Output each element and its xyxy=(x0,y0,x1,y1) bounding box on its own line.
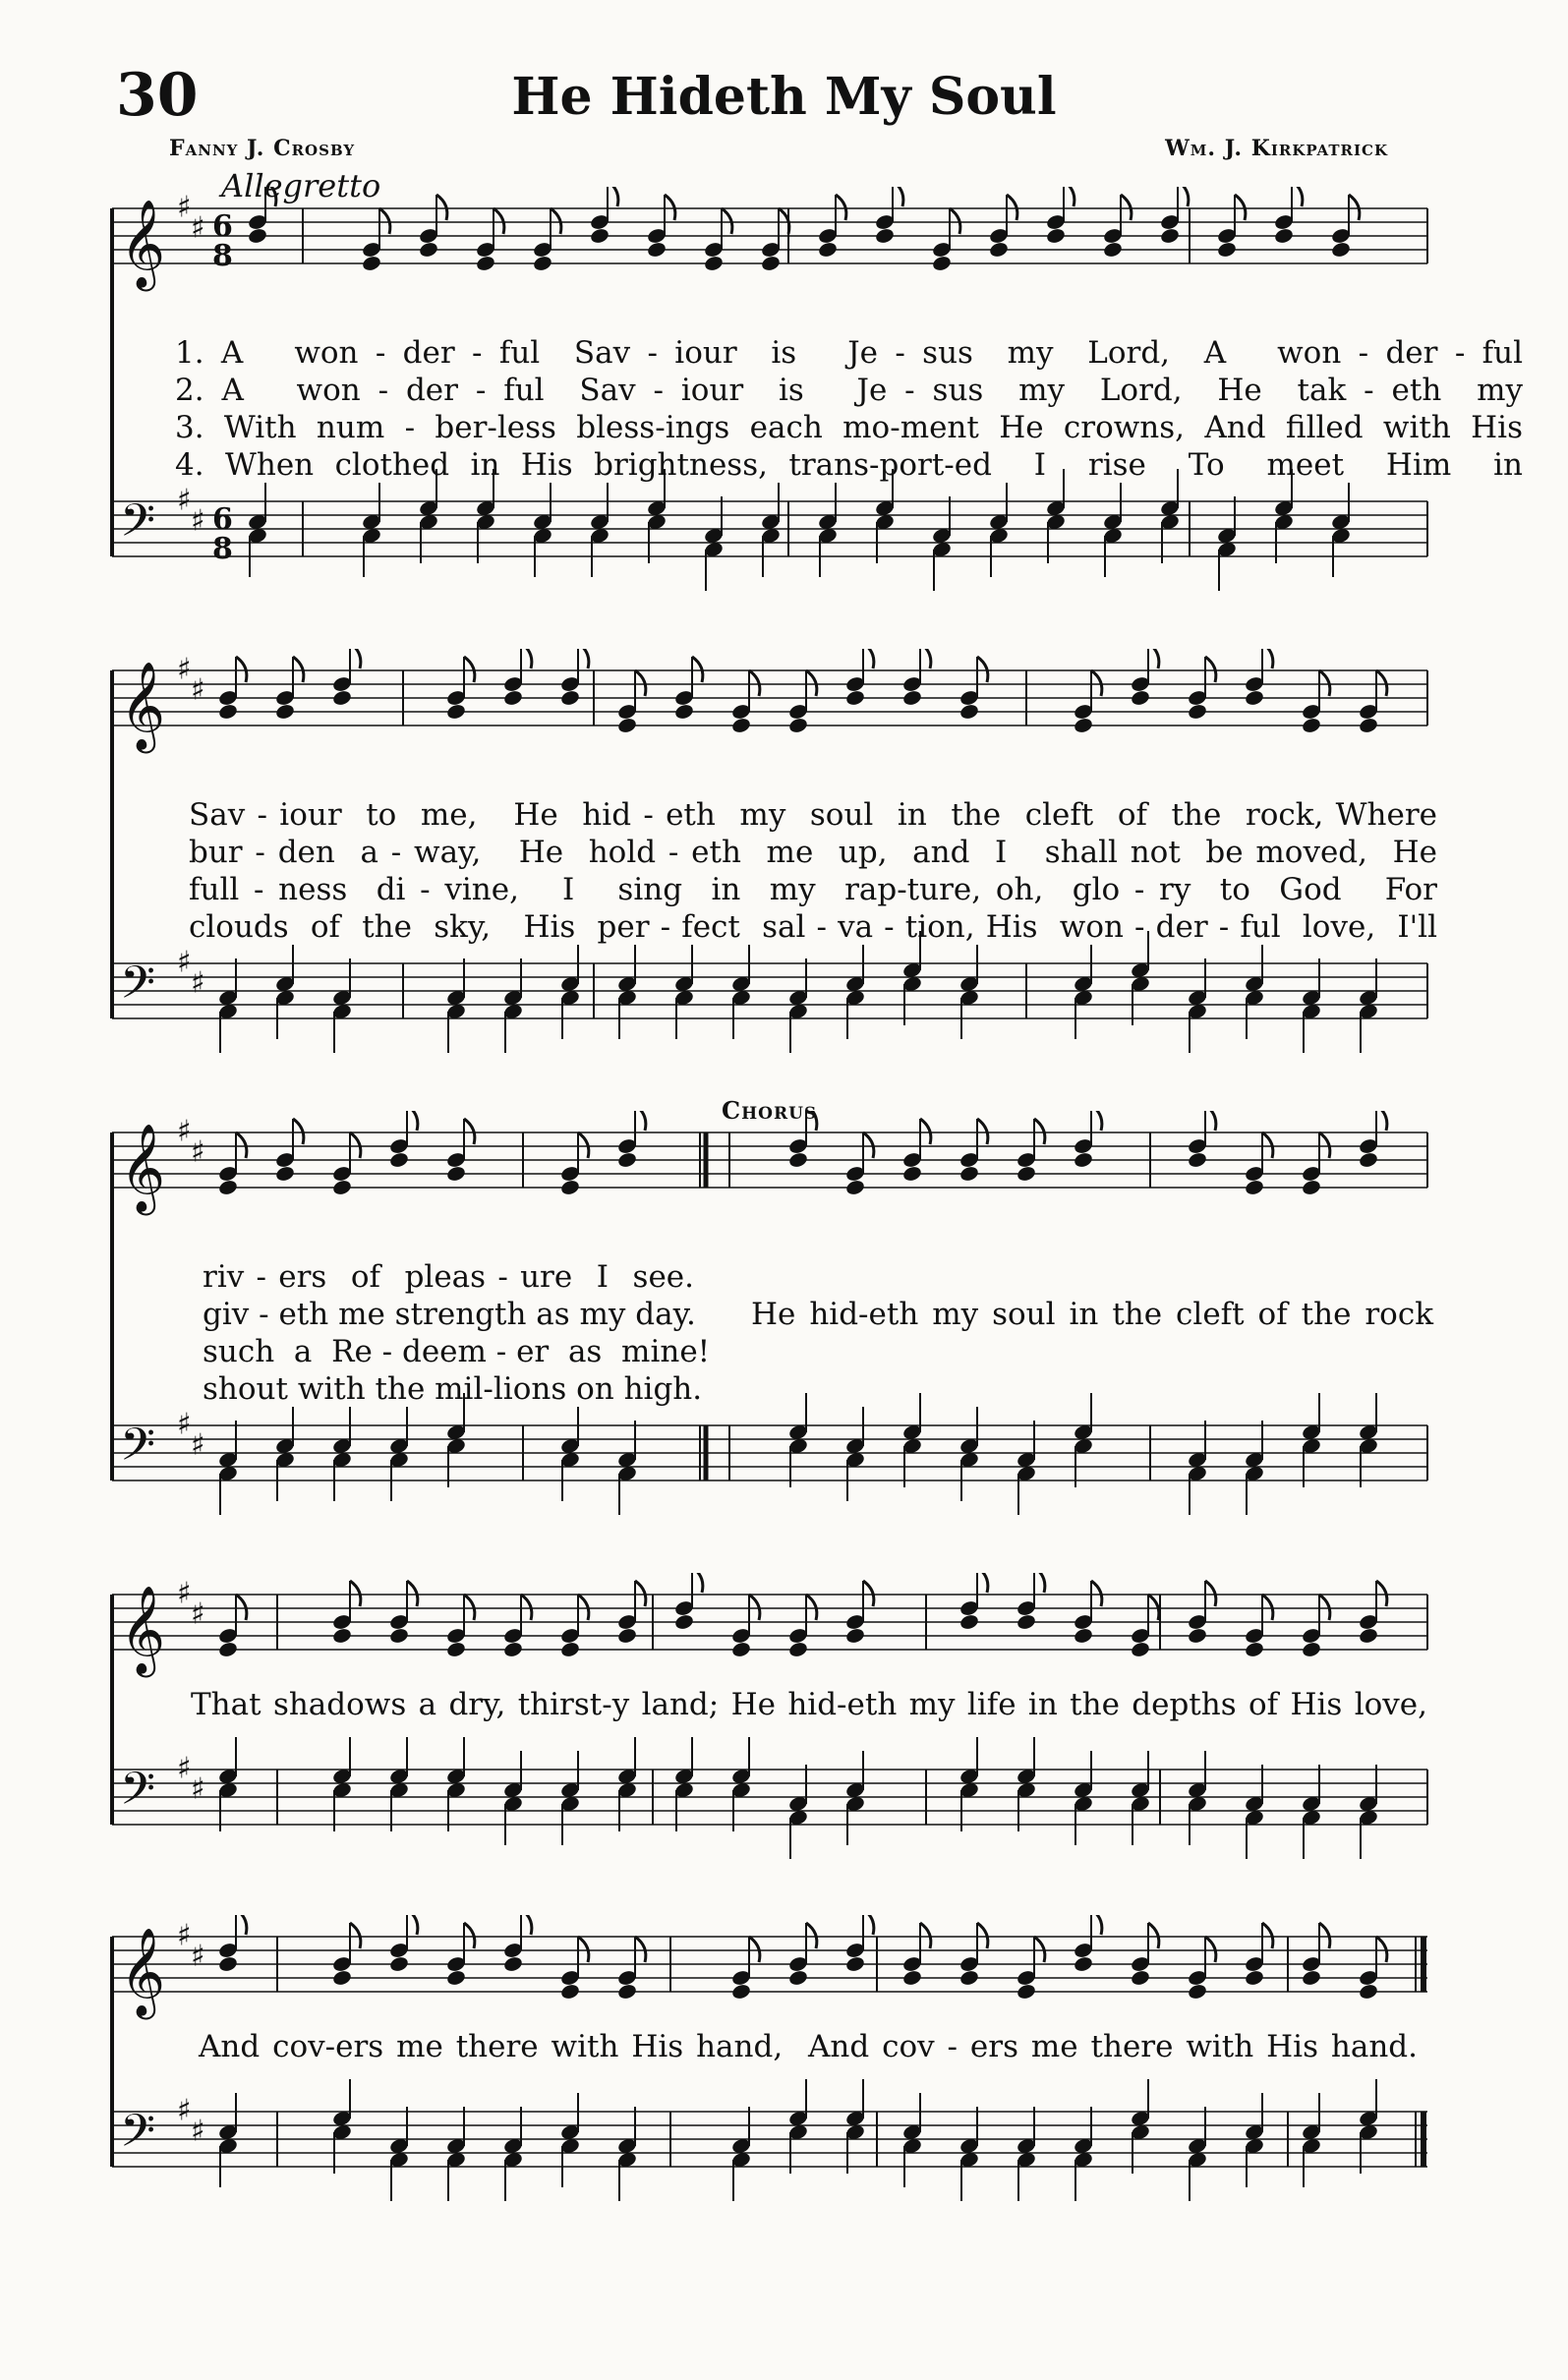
note-head xyxy=(388,1151,409,1169)
note-flag xyxy=(521,1915,532,1935)
sharp-icon: ♯ xyxy=(177,1918,192,1953)
note-flag xyxy=(350,1581,361,1606)
note-head xyxy=(958,1969,979,1987)
note-head xyxy=(475,255,495,272)
chorus-lyric-line: He hid-eth my soul in the cleft of the rock xyxy=(751,1297,1433,1332)
note-head xyxy=(844,1179,865,1196)
note-head xyxy=(1073,717,1093,734)
note-head xyxy=(217,703,238,721)
note-flag xyxy=(350,1923,361,1948)
note-flag xyxy=(578,1132,589,1158)
note-flag xyxy=(1319,670,1330,696)
note-flag xyxy=(1205,1937,1216,1962)
note-flag xyxy=(977,657,988,682)
note-flag xyxy=(1007,195,1017,220)
staff-notation xyxy=(110,1573,1437,1897)
note-head xyxy=(1130,689,1150,707)
sharp-icon: ♯ xyxy=(177,1114,192,1149)
note-flag xyxy=(749,1937,760,1962)
note-head xyxy=(1301,1969,1321,1987)
note-head xyxy=(331,1179,352,1196)
note-head xyxy=(445,1969,466,1987)
note-head xyxy=(217,1641,238,1658)
author-credit: Fanny J. Crosby xyxy=(169,136,356,161)
note-head xyxy=(703,255,724,272)
note-flag xyxy=(236,657,247,682)
note-head xyxy=(1159,227,1180,245)
note-head xyxy=(1244,1641,1264,1658)
note-flag xyxy=(893,187,903,206)
note-flag xyxy=(749,670,760,696)
music-system-4 xyxy=(110,1573,1437,1897)
note-flag xyxy=(920,1923,931,1948)
note-flag xyxy=(806,1111,817,1131)
note-flag xyxy=(920,649,931,668)
note-flag xyxy=(1034,1119,1045,1144)
note-head xyxy=(844,689,865,707)
note-head xyxy=(445,1165,466,1183)
note-head xyxy=(1301,1179,1321,1196)
note-head xyxy=(559,1641,580,1658)
note-flag xyxy=(464,1595,475,1620)
note-flag xyxy=(977,1573,988,1593)
note-head xyxy=(874,227,895,245)
note-flag xyxy=(920,1119,931,1144)
note-head xyxy=(532,255,552,272)
note-flag xyxy=(635,1581,646,1606)
lyric-line: full - ness di - vine, I sing in my rap-ture, oh, glo - ry to God For xyxy=(189,872,1437,907)
note-head xyxy=(1016,1165,1036,1183)
note-head xyxy=(616,1983,637,2001)
note-flag xyxy=(350,1132,361,1158)
bass-clef-icon: 𝄢 xyxy=(120,957,156,1020)
lyric-line: 4. When clothed in His brightness, trans-port-ed I rise To meet Him in xyxy=(175,447,1523,483)
note-head xyxy=(247,227,267,245)
lyric-line: such a Re - deem - er as mine! xyxy=(203,1334,711,1369)
note-flag xyxy=(521,1595,532,1620)
note-flag xyxy=(407,1915,418,1935)
note-head xyxy=(502,1955,523,1973)
note-flag xyxy=(1262,1923,1273,1948)
note-flag xyxy=(977,1923,988,1948)
note-flag xyxy=(608,187,618,206)
sharp-icon: ♯ xyxy=(191,1134,205,1170)
note-flag xyxy=(806,1923,817,1948)
sharp-icon: ♯ xyxy=(177,652,192,687)
lyric-line: And cov-ers me there with His hand, And cov - ers me there with His hand. xyxy=(199,2029,1418,2064)
note-flag xyxy=(1376,670,1387,696)
sharp-icon: ♯ xyxy=(177,1751,192,1786)
note-head xyxy=(844,1955,865,1973)
note-flag xyxy=(977,1119,988,1144)
note-head xyxy=(787,717,808,734)
note-flag xyxy=(1235,195,1246,220)
note-head xyxy=(760,255,781,272)
note-head xyxy=(217,1955,238,1973)
note-flag xyxy=(464,1923,475,1948)
chorus-label: Chorus xyxy=(722,1096,818,1125)
lyric-line: That shadows a dry, thirst-y land; He hid-eth my life in the depths of His love, xyxy=(191,1687,1427,1722)
note-head xyxy=(331,1969,352,1987)
note-head xyxy=(988,241,1009,259)
note-head xyxy=(388,1955,409,1973)
note-head xyxy=(958,1613,979,1631)
note-flag xyxy=(578,649,589,668)
note-flag xyxy=(1034,1937,1045,1962)
note-head xyxy=(1216,241,1237,259)
note-head xyxy=(502,1641,523,1658)
note-flag xyxy=(1091,1581,1102,1606)
note-head xyxy=(646,241,667,259)
tempo-marking: Allegretto xyxy=(221,167,381,204)
note-head xyxy=(616,1627,637,1645)
note-head xyxy=(1244,1179,1264,1196)
lyric-line: riv - ers of pleas - ure I see. xyxy=(203,1259,694,1295)
note-flag xyxy=(1148,1923,1159,1948)
note-flag xyxy=(806,1595,817,1620)
note-flag xyxy=(1205,1111,1216,1131)
note-flag xyxy=(350,649,361,668)
note-flag xyxy=(1262,1595,1273,1620)
lyric-line: 2. A won - der - ful Sav - iour is Je - sus my Lord, He tak - eth my xyxy=(175,373,1523,408)
music-system-5 xyxy=(110,1915,1437,2269)
note-head xyxy=(1130,1969,1150,1987)
treble-clef-icon: 𝄞 xyxy=(120,200,166,288)
note-head xyxy=(1187,1151,1207,1169)
composer-credit: Wm. J. Kirkpatrick xyxy=(1165,136,1388,161)
sharp-icon: ♯ xyxy=(177,945,192,980)
note-flag xyxy=(1319,1595,1330,1620)
note-flag xyxy=(494,208,504,234)
note-flag xyxy=(464,657,475,682)
note-flag xyxy=(665,195,675,220)
note-flag xyxy=(1148,649,1159,668)
note-head xyxy=(559,689,580,707)
sharp-icon: ♯ xyxy=(191,1427,205,1463)
note-head xyxy=(730,1983,751,2001)
note-head xyxy=(1016,1983,1036,2001)
note-head xyxy=(388,1627,409,1645)
note-flag xyxy=(293,657,304,682)
note-flag xyxy=(1205,1581,1216,1606)
note-flag xyxy=(464,1119,475,1144)
note-head xyxy=(901,1165,922,1183)
note-flag xyxy=(863,1581,874,1606)
bass-clef-icon: 𝄢 xyxy=(120,494,156,558)
note-head xyxy=(1073,1151,1093,1169)
lyric-line: giv - eth me strength as my day. xyxy=(203,1297,696,1332)
note-head xyxy=(958,703,979,721)
note-head xyxy=(559,1179,580,1196)
note-flag xyxy=(1205,657,1216,682)
note-head xyxy=(931,255,952,272)
note-head xyxy=(361,255,381,272)
note-flag xyxy=(551,208,561,234)
time-signature-top: 6 xyxy=(212,209,233,244)
sharp-icon: ♯ xyxy=(191,1939,205,1974)
note-flag xyxy=(1349,195,1360,220)
note-head xyxy=(331,1627,352,1645)
note-flag xyxy=(1034,1573,1045,1593)
note-head xyxy=(1187,703,1207,721)
note-flag xyxy=(635,1937,646,1962)
note-flag xyxy=(1262,649,1273,668)
note-head xyxy=(445,1641,466,1658)
lyric-line: bur - den a - way, He hold - eth me up, and I shall not be moved, He xyxy=(189,835,1437,870)
note-flag xyxy=(863,1132,874,1158)
lyric-line: 1. A won - der - ful Sav - iour is Je - sus my Lord, A won - der - ful xyxy=(175,335,1523,371)
time-signature-bottom: 8 xyxy=(212,532,233,566)
sharp-icon: ♯ xyxy=(191,503,205,539)
bass-clef-icon: 𝄢 xyxy=(120,2105,156,2169)
note-head xyxy=(901,689,922,707)
note-head xyxy=(559,1983,580,2001)
note-head xyxy=(787,1641,808,1658)
note-head xyxy=(787,1151,808,1169)
treble-clef-icon: 𝄞 xyxy=(120,1586,166,1674)
sharp-icon: ♯ xyxy=(191,965,205,1001)
hymn-number: 30 xyxy=(116,61,199,130)
note-flag xyxy=(863,649,874,668)
note-flag xyxy=(836,195,846,220)
lyric-line: shout with the mil-lions on high. xyxy=(203,1371,703,1407)
note-flag xyxy=(521,649,532,668)
note-flag xyxy=(1262,1132,1273,1158)
note-head xyxy=(673,1613,694,1631)
note-head xyxy=(1358,1151,1378,1169)
note-head xyxy=(844,1627,865,1645)
note-flag xyxy=(1178,187,1189,206)
note-flag xyxy=(1376,1111,1387,1131)
lyric-line: clouds of the sky, His per - fect sal - va - tion, His won - der - ful love, I'll xyxy=(189,909,1437,945)
note-head xyxy=(1244,689,1264,707)
note-head xyxy=(1045,227,1066,245)
note-head xyxy=(502,689,523,707)
note-head xyxy=(274,703,295,721)
note-head xyxy=(274,1165,295,1183)
sharp-icon: ♯ xyxy=(191,1596,205,1632)
note-flag xyxy=(1091,670,1102,696)
note-flag xyxy=(1319,1132,1330,1158)
note-head xyxy=(331,689,352,707)
bass-clef-icon: 𝄢 xyxy=(120,1763,156,1827)
note-head xyxy=(817,241,838,259)
note-flag xyxy=(1121,195,1132,220)
sharp-icon: ♯ xyxy=(191,672,205,708)
lyric-line: Sav - iour to me, He hid - eth my soul in the cleft of the rock, Where xyxy=(189,797,1437,833)
note-flag xyxy=(1148,1595,1159,1620)
note-head xyxy=(1073,1955,1093,1973)
note-flag xyxy=(1376,1581,1387,1606)
note-flag xyxy=(1091,1915,1102,1935)
note-head xyxy=(616,717,637,734)
note-head xyxy=(1358,1627,1378,1645)
note-flag xyxy=(635,670,646,696)
hymn-title: He Hideth My Soul xyxy=(511,67,1057,127)
note-head xyxy=(217,1179,238,1196)
sharp-icon: ♯ xyxy=(191,210,205,246)
note-flag xyxy=(436,195,447,220)
sharp-icon: ♯ xyxy=(191,1771,205,1807)
note-head xyxy=(730,1641,751,1658)
note-flag xyxy=(293,1119,304,1144)
bass-clef-icon: 𝄢 xyxy=(120,1419,156,1482)
note-flag xyxy=(407,1111,418,1131)
note-head xyxy=(901,1969,922,1987)
note-flag xyxy=(578,1595,589,1620)
note-head xyxy=(1130,1641,1150,1658)
note-flag xyxy=(407,1581,418,1606)
note-head xyxy=(1073,1627,1093,1645)
note-flag xyxy=(236,1595,247,1620)
note-flag xyxy=(236,1132,247,1158)
time-signature-bottom: 8 xyxy=(212,239,233,273)
sharp-icon: ♯ xyxy=(191,2114,205,2149)
music-system-1 xyxy=(110,187,1523,619)
note-head xyxy=(1187,1627,1207,1645)
note-head xyxy=(673,703,694,721)
note-head xyxy=(1244,1969,1264,1987)
treble-clef-icon: 𝄞 xyxy=(120,662,166,750)
music-system-3 xyxy=(110,1111,1437,1543)
note-head xyxy=(730,717,751,734)
note-head xyxy=(616,1151,637,1169)
note-head xyxy=(1187,1983,1207,2001)
note-head xyxy=(418,241,438,259)
note-flag xyxy=(1091,1111,1102,1131)
lyric-line: 3. With num - ber-less bless-ings each mo-ment He crowns, And filled with His xyxy=(175,410,1523,445)
sharp-icon: ♯ xyxy=(177,1576,192,1611)
sharp-icon: ♯ xyxy=(177,2093,192,2128)
note-flag xyxy=(1319,1923,1330,1948)
note-head xyxy=(445,703,466,721)
sharp-icon: ♯ xyxy=(177,190,192,225)
sharp-icon: ♯ xyxy=(177,1407,192,1442)
note-head xyxy=(958,1165,979,1183)
note-flag xyxy=(722,208,732,234)
sharp-icon: ♯ xyxy=(177,483,192,518)
note-head xyxy=(1358,1983,1378,2001)
treble-clef-icon: 𝄞 xyxy=(120,1928,166,2016)
treble-clef-icon: 𝄞 xyxy=(120,1124,166,1212)
note-head xyxy=(1102,241,1123,259)
note-head xyxy=(589,227,610,245)
staff-notation xyxy=(110,1915,1437,2269)
note-flag xyxy=(950,208,960,234)
note-flag xyxy=(806,670,817,696)
note-head xyxy=(1330,241,1351,259)
note-flag xyxy=(749,1595,760,1620)
note-flag xyxy=(379,208,390,234)
note-flag xyxy=(692,1573,703,1593)
note-flag xyxy=(1064,187,1074,206)
note-flag xyxy=(635,1111,646,1131)
note-head xyxy=(1301,717,1321,734)
note-flag xyxy=(265,187,276,206)
music-system-2 xyxy=(110,649,1437,1081)
note-flag xyxy=(1292,187,1303,206)
note-flag xyxy=(863,1915,874,1935)
note-flag xyxy=(236,1915,247,1935)
note-head xyxy=(787,1969,808,1987)
note-head xyxy=(1273,227,1294,245)
note-flag xyxy=(1376,1937,1387,1962)
note-flag xyxy=(578,1937,589,1962)
note-head xyxy=(1358,717,1378,734)
note-flag xyxy=(692,657,703,682)
note-head xyxy=(1301,1641,1321,1658)
note-head xyxy=(1016,1613,1036,1631)
time-signature-top: 6 xyxy=(212,502,233,537)
